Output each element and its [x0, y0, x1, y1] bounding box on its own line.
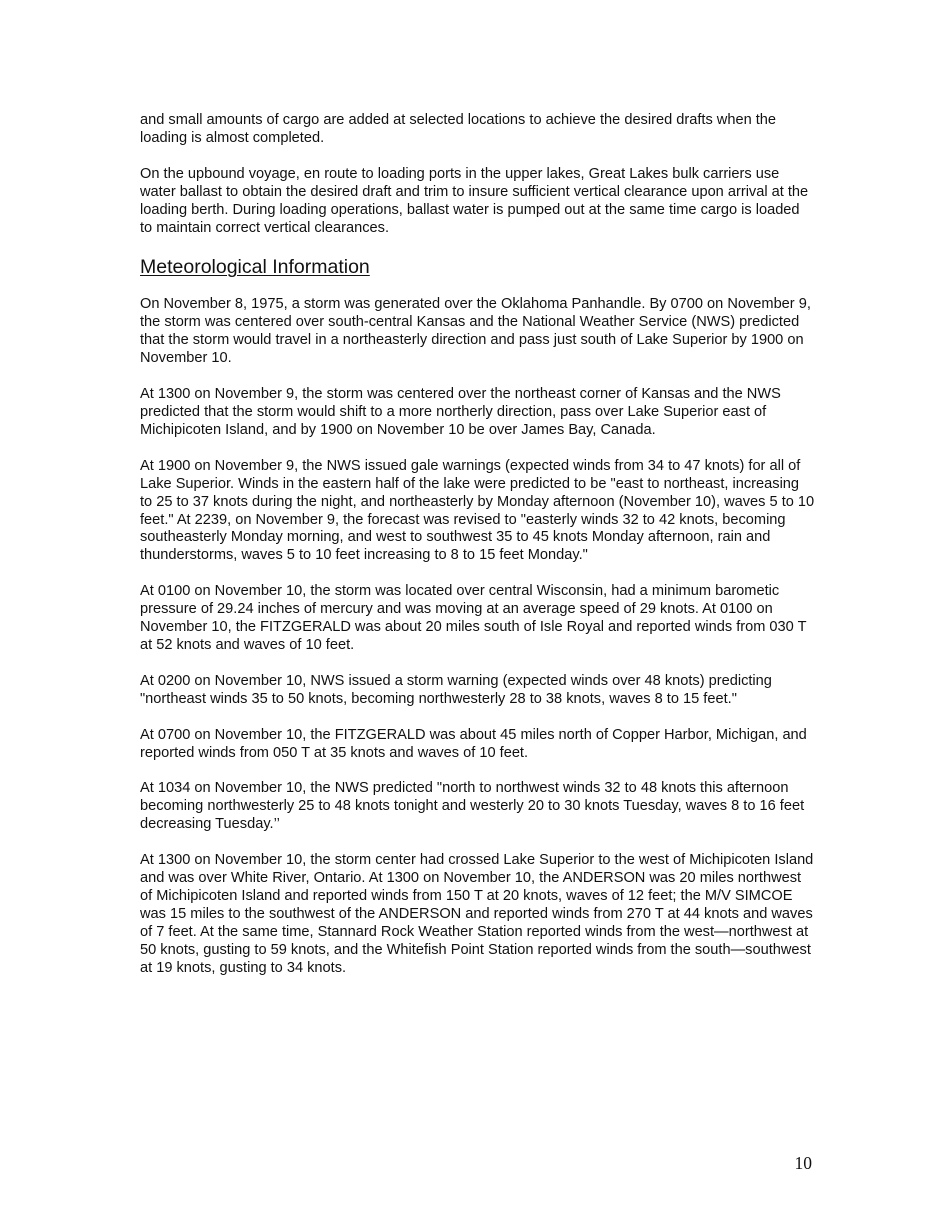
- paragraph-nov10-0100: At 0100 on November 10, the storm was located over central Wisconsin, had a minimum barometic pressure of 29.24 inches of mercury and was moving at an average speed of 29 knots. At 0100 on November 10, the FITZGERALD was about 20 miles south of Isle Royal and reported winds from 030 T at 52 knots and waves of 10 feet.: [140, 583, 807, 653]
- paragraph-nov10-1034: At 1034 on November 10, the NWS predicted "north to northwest winds 32 to 48 knots this afternoon becoming northwesterly 25 to 48 knots tonight and westerly 20 to 30 knots Tuesday, waves 8 to 16 feet decreasing Tuesday.’’: [140, 780, 805, 833]
- paragraph-gale-warnings: At 1900 on November 9, the NWS issued gale warnings (expected winds from 34 to 47 knots) for all of Lake Superior. Winds in the eastern half of the lake were predicted to be "east to northeast, increasing to 25 to 37 knots during the night, and northeasterly by Monday afternoon (November 10), waves 5 to 10 feet." At 2239, on November 9, the forecast was revised to "easterly winds 32 to 42 knots, becoming southeasterly Monday morning, and west to southwest 35 to 45 knots Monday afternoon, rain and thunderstorms, waves 5 to 10 feet increasing to 8 to 15 feet Monday.": [140, 457, 815, 564]
- paragraph-cargo-drafts: and small amounts of cargo are added at selected locations to achieve the desired drafts when the loading is almost completed.: [140, 112, 777, 146]
- paragraph-nov10-0700: At 0700 on November 10, the FITZGERALD was about 45 miles north of Copper Harbor, Michigan, and reported winds from 050 T at 35 knots and waves of 10 feet.: [140, 726, 807, 761]
- page-body: [140, 112, 815, 996]
- paragraph-upbound-ballast: On the upbound voyage, en route to loading ports in the upper lakes, Great Lakes bulk carriers use water ballast to obtain the desired draft and trim to insure sufficient vertical clearance upon arrival at the loading berth. During loading operations, ballast water is pumped out at the same time cargo is loaded to maintain correct vertical clearances.: [140, 165, 809, 236]
- page-number: 10: [794, 1153, 812, 1173]
- paragraph-nov10-1300: At 1300 on November 10, the storm center had crossed Lake Superior to the west of Michipicoten Island and was over White River, Ontario. At 1300 on November 10, the ANDERSON was 20 miles northwest of Michipicoten Island and reported winds from 150 T at 20 knots, waves of 12 feet; the M/V SIMCOE was 15 miles to the southwest of the ANDERSON and reported winds from 270 T at 44 knots and waves of 7 feet. At the same time, Stannard Rock Weather Station reported winds from the west—northwest at 50 knots, gusting to 59 knots, and the Whitefish Point Station reported winds from the south—southwest at 19 knots, gusting to 34 knots.: [140, 852, 814, 976]
- paragraph-nov9-1300: At 1300 on November 9, the storm was centered over the northeast corner of Kansas and the NWS predicted that the storm would shift to a more northerly direction, pass over Lake Superior east of Michipicoten Island, and by 1900 on November 10 be over James Bay, Canada.: [140, 386, 781, 438]
- paragraph-storm-warning: At 0200 on November 10, NWS issued a storm warning (expected winds over 48 knots) predicting "northeast winds 35 to 50 knots, becoming northwesterly 28 to 38 knots, waves 8 to 15 feet.": [140, 672, 772, 707]
- paragraph-storm-origin: On November 8, 1975, a storm was generated over the Oklahoma Panhandle. By 0700 on November 9, the storm was centered over south-central Kansas and the National Weather Service (NWS) predicted that the storm would travel in a northeasterly direction and pass just south of Lake Superior by 1900 on November 10.: [140, 296, 811, 367]
- section-heading-meteorological: Meteorological Information: [140, 256, 370, 279]
